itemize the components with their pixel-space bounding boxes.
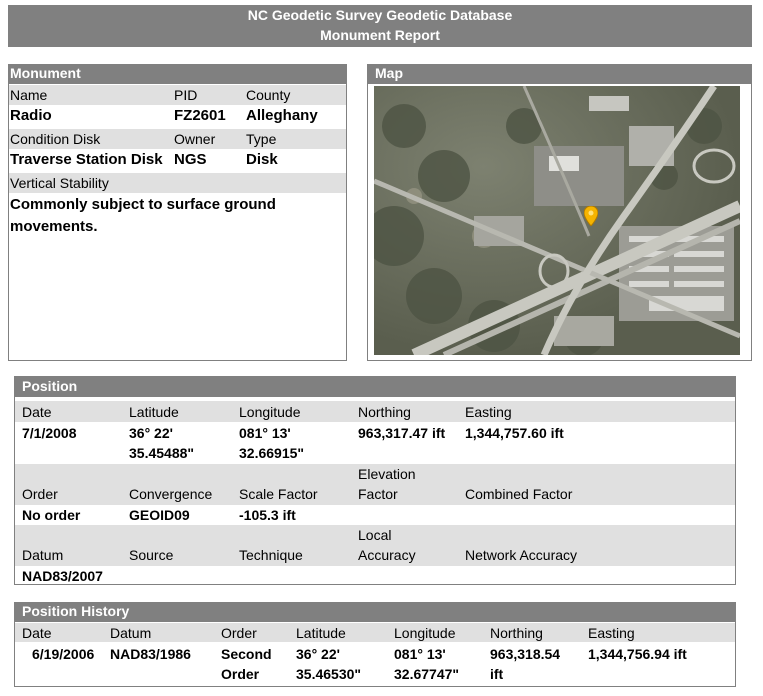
- type-label: Type: [246, 131, 277, 147]
- history-order-value-2: Order: [221, 666, 260, 682]
- history-longitude-sec: 32.67747": [394, 666, 460, 682]
- scale-factor-label: Scale Factor: [239, 486, 318, 502]
- history-northing-label: Northing: [490, 625, 543, 641]
- network-accuracy-label: Network Accuracy: [465, 547, 578, 563]
- position-easting-label: Easting: [465, 404, 512, 420]
- history-order-value-1: Second: [221, 646, 272, 662]
- local-accuracy-label-1: Local: [358, 527, 392, 543]
- position-longitude-label: Longitude: [239, 404, 301, 420]
- monument-header: Monument: [8, 64, 347, 84]
- county-label: County: [246, 87, 291, 103]
- order-label: Order: [22, 486, 58, 502]
- convergence-label: Convergence: [129, 486, 213, 502]
- owner-value: NGS: [174, 151, 207, 168]
- history-date-value: 6/19/2006: [32, 646, 95, 662]
- pid-value: FZ2601: [174, 107, 226, 124]
- history-northing-value-2: ift: [490, 666, 504, 682]
- history-longitude-deg: 081° 13': [394, 646, 446, 662]
- name-label: Name: [10, 87, 48, 103]
- order-value: No order: [22, 507, 81, 523]
- report-title: NC Geodetic Survey Geodetic Database: [247, 7, 513, 23]
- map-header: Map: [367, 64, 752, 84]
- position-northing-value: 963,317.47 ift: [358, 425, 446, 441]
- position-header: Position: [14, 376, 736, 397]
- history-header: Position History: [14, 602, 736, 622]
- local-accuracy-label-2: Accuracy: [358, 547, 416, 563]
- aerial-map[interactable]: [374, 86, 740, 355]
- owner-label: Owner: [174, 131, 216, 147]
- elevation-factor-label-1: Elevation: [358, 466, 416, 482]
- history-latitude-label: Latitude: [296, 625, 346, 641]
- datum-value: NAD83/2007: [22, 568, 103, 584]
- technique-label: Technique: [239, 547, 303, 563]
- history-easting-label: Easting: [588, 625, 635, 641]
- condition-value: Traverse Station Disk: [10, 151, 163, 168]
- source-label: Source: [129, 547, 174, 563]
- scale-factor-value: -105.3 ift: [239, 507, 296, 523]
- name-value: Radio: [10, 107, 52, 124]
- report-subtitle: Monument Report: [320, 27, 440, 43]
- combined-factor-label: Combined Factor: [465, 486, 573, 502]
- position-longitude-sec: 32.66915": [239, 445, 305, 461]
- history-datum-label: Datum: [110, 625, 152, 641]
- history-datum-value: NAD83/1986: [110, 646, 191, 662]
- position-latitude-label: Latitude: [129, 404, 179, 420]
- county-value: Alleghany: [246, 107, 318, 124]
- aerial-map-image: [374, 86, 740, 355]
- position-longitude-deg: 081° 13': [239, 425, 291, 441]
- history-order-label: Order: [221, 625, 257, 641]
- position-latitude-deg: 36° 22': [129, 425, 173, 441]
- position-northing-label: Northing: [358, 404, 411, 420]
- history-latitude-sec: 35.46530": [296, 666, 362, 682]
- position-date-value: 7/1/2008: [22, 425, 77, 441]
- type-value: Disk: [246, 151, 278, 168]
- history-date-label: Date: [22, 625, 52, 641]
- report-title-bar: [8, 5, 752, 47]
- position-easting-value: 1,344,757.60 ift: [465, 425, 564, 441]
- history-northing-value-1: 963,318.54: [490, 646, 561, 662]
- position-latitude-sec: 35.45488": [129, 445, 195, 461]
- history-easting-value: 1,344,756.94 ift: [588, 646, 687, 662]
- datum-label: Datum: [22, 547, 64, 563]
- history-latitude-deg: 36° 22': [296, 646, 340, 662]
- convergence-value: GEOID09: [129, 507, 190, 523]
- elevation-factor-label-2: Factor: [358, 486, 398, 502]
- position-date-label: Date: [22, 404, 52, 420]
- stability-label: Vertical Stability: [10, 175, 109, 191]
- stability-value: Commonly subject to surface ground movements.: [10, 196, 276, 235]
- map-pin-icon[interactable]: [584, 206, 598, 226]
- pid-label: PID: [174, 87, 198, 103]
- history-longitude-label: Longitude: [394, 625, 456, 641]
- condition-label: Condition Disk: [10, 131, 101, 147]
